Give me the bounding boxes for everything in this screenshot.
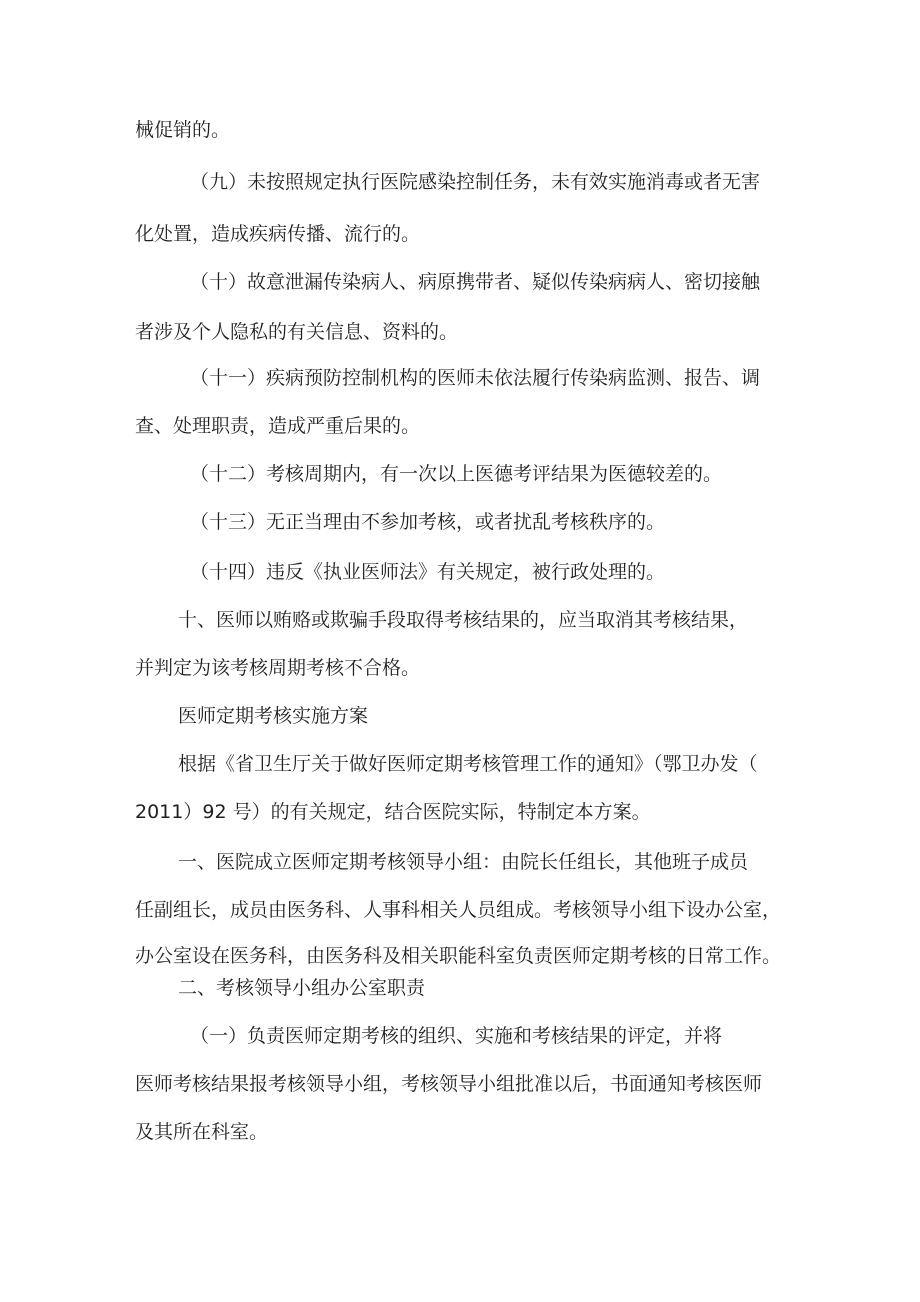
text-line: 二、考核领导小组办公室职责 <box>178 977 426 999</box>
text-line: 一、医院成立医师定期考核领导小组：由院长任组长，其他班子成员 <box>178 851 749 873</box>
text-line: 2011）92 号）的有关规定，结合医院实际，特制定本方案。 <box>135 801 651 823</box>
text-line: 查、处理职责，造成严重后果的。 <box>135 415 421 437</box>
text-line: （十三）无正当理由不参加考核，或者扰乱考核秩序的。 <box>190 511 666 533</box>
section-title: 医师定期考核实施方案 <box>178 705 369 727</box>
text-line: （十二）考核周期内，有一次以上医德考评结果为医德较差的。 <box>190 463 723 485</box>
text-line: 根据《省卫生厅关于做好医师定期考核管理工作的通知》（鄂卫办发（ <box>178 753 758 775</box>
text-line: 十、医师以贿赂或欺骗手段取得考核结果的，应当取消其考核结果， <box>178 609 749 631</box>
text-line: （十一）疾病预防控制机构的医师未依法履行传染病监测、报告、调 <box>190 367 761 389</box>
text-line: 械促销的。 <box>135 119 231 141</box>
text-line: （九）未按照规定执行医院感染控制任务，未有效实施消毒或者无害 <box>190 171 761 193</box>
text-line: 办公室设在医务科，由医务科及相关职能科室负责医师定期考核的日常工作。 <box>135 945 782 967</box>
text-line: 化处置，造成疾病传播、流行的。 <box>135 223 421 245</box>
text-line: （一）负责医师定期考核的组织、实施和考核结果的评定，并将 <box>190 1025 723 1047</box>
text-line: 医师考核结果报考核领导小组，考核领导小组批准以后，书面通知考核医师 <box>135 1073 763 1095</box>
text-line: （十）故意泄漏传染病人、病原携带者、疑似传染病病人、密切接触 <box>190 271 761 293</box>
text-line: 任副组长，成员由医务科、人事科相关人员组成。考核领导小组下设办公室， <box>135 899 782 921</box>
text-line: 者涉及个人隐私的有关信息、资料的。 <box>135 321 459 343</box>
text-line: 及其所在科室。 <box>135 1121 269 1143</box>
text-line: 并判定为该考核周期考核不合格。 <box>135 657 421 679</box>
text-line: （十四）违反《执业医师法》有关规定，被行政处理的。 <box>190 561 666 583</box>
